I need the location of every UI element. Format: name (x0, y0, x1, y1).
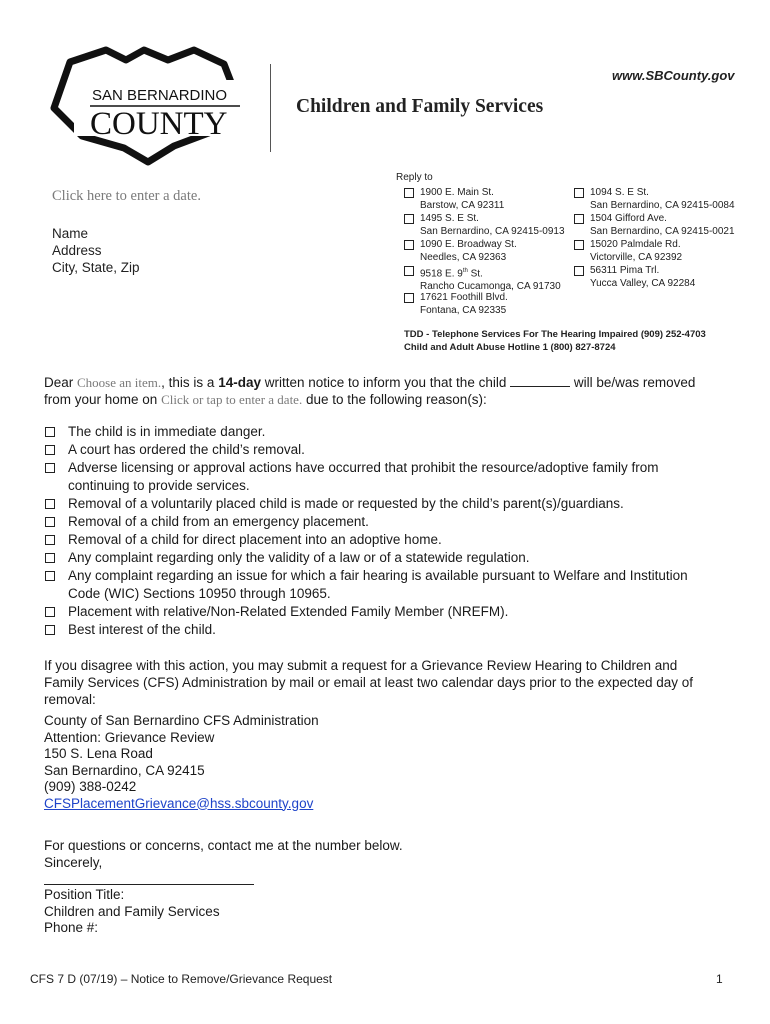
signature-line[interactable] (44, 884, 254, 885)
reason-checkbox[interactable] (45, 625, 55, 635)
checkbox[interactable] (404, 293, 414, 303)
reason-item[interactable] (44, 621, 744, 639)
logo-line1: SAN BERNARDINO (92, 87, 228, 104)
grievance-paragraph: If you disagree with this action, you may submit a request for a Grievance Review Hearing to Children and Family Services (CFS) Administration by mail or email at least two calendar days prior to the expected day of removal: (44, 658, 694, 707)
abuse-hotline-line: Child and Adult Abuse Hotline 1 (800) 827-8724 (404, 341, 616, 353)
position-title: Position Title: (44, 887, 125, 902)
reason-text: Any complaint regarding only the validity of a law or of a statewide regulation. (68, 550, 530, 565)
date-picker-field[interactable]: Click here to enter a date. (52, 188, 201, 204)
recipient-address: Address (52, 243, 102, 258)
closing: For questions or concerns, contact me at the number below. Sincerely, (44, 838, 403, 870)
reason-item[interactable] (44, 549, 744, 567)
reason-text: Removal of a child for direct placement into an adoptive home. (68, 532, 442, 547)
salutation-line-1: Dear Choose an item., this is a 14-day written notice to inform you that the child will be/was removed (44, 375, 696, 390)
checkbox[interactable] (574, 214, 584, 224)
county-logo (44, 46, 250, 166)
reason-text: Removal of a voluntarily placed child is made or requested by the child’s parent(s)/guardians. (68, 496, 624, 511)
reason-item[interactable] (44, 495, 744, 513)
hotline-info (404, 329, 706, 354)
website-url[interactable]: www.SBCounty.gov (612, 68, 735, 83)
reply-to-label: Reply to (396, 172, 433, 183)
reasons-list (44, 423, 744, 639)
reason-text: A court has ordered the child’s removal. (68, 442, 305, 457)
salutation-line-2: from your home on Click or tap to enter a date. due to the following reason(s): (44, 392, 487, 407)
logo-line2: COUNTY (90, 106, 228, 142)
signer-department: Children and Family Services (44, 903, 220, 919)
recipient-city-state-zip: City, State, Zip (52, 260, 140, 275)
admin-org: County of San Bernardino CFS Administration (44, 713, 319, 728)
child-name-blank[interactable] (510, 374, 570, 387)
reason-text: Placement with relative/Non-Related Extended Family Member (NREFM). (68, 604, 509, 619)
grievance-email-link[interactable]: CFSPlacementGrievance@hss.sbcounty.gov (44, 795, 314, 811)
reason-item[interactable] (44, 513, 744, 531)
reason-text: The child is in immediate danger. (68, 424, 266, 439)
reason-checkbox[interactable] (45, 607, 55, 617)
recipient-name: Name (52, 226, 89, 241)
signer-block (44, 887, 220, 937)
reason-item[interactable] (44, 441, 744, 459)
checkbox[interactable] (574, 240, 584, 250)
admin-city: San Bernardino, CA 92415 (44, 762, 205, 778)
reason-text: continuing to provide services. (68, 478, 250, 493)
admin-phone: (909) 388-0242 (44, 779, 137, 794)
reason-item[interactable] (44, 567, 744, 603)
reason-checkbox[interactable] (45, 445, 55, 455)
removal-date-field[interactable]: Click or tap to enter a date. (161, 392, 303, 407)
reason-checkbox[interactable] (45, 571, 55, 581)
reason-text: Best interest of the child. (68, 622, 216, 637)
choose-item-dropdown[interactable]: Choose an item. (77, 375, 162, 390)
reason-checkbox[interactable] (45, 463, 55, 473)
checkbox[interactable] (574, 266, 584, 276)
form-footer: CFS 7 D (07/19) – Notice to Remove/Grievance Request (30, 972, 333, 986)
reason-item[interactable] (44, 423, 744, 441)
checkbox[interactable] (404, 240, 414, 250)
reason-item[interactable] (44, 459, 744, 495)
checkbox[interactable] (404, 266, 414, 276)
reason-text: Code (WIC) Sections 10950 through 10965. (68, 586, 331, 601)
reason-checkbox[interactable] (45, 427, 55, 437)
reason-item[interactable] (44, 531, 744, 549)
tdd-line: TDD - Telephone Services For The Hearing Impaired (909) 252-4703 (404, 329, 706, 340)
notice-days: 14-day (218, 375, 261, 390)
department-title: Children and Family Services (296, 96, 544, 117)
reason-text: Adverse licensing or approval actions have occurred that prohibit the resource/adoptive family from (68, 460, 659, 475)
signer-phone: Phone #: (44, 920, 99, 935)
reason-text: Any complaint regarding an issue for which a fair hearing is available pursuant to Welfare and Institution (68, 568, 688, 583)
reason-checkbox[interactable] (45, 553, 55, 563)
checkbox[interactable] (404, 214, 414, 224)
reason-checkbox[interactable] (45, 517, 55, 527)
reason-text: Removal of a child from an emergency placement. (68, 514, 369, 529)
attention-line: Attention: Grievance Review (44, 729, 215, 745)
checkbox[interactable] (404, 188, 414, 198)
reason-checkbox[interactable] (45, 499, 55, 509)
admin-street: 150 S. Lena Road (44, 746, 153, 761)
checkbox[interactable] (574, 188, 584, 198)
mailing-address (44, 713, 319, 812)
reason-checkbox[interactable] (45, 535, 55, 545)
reason-item[interactable] (44, 603, 744, 621)
page-number: 1 (716, 972, 723, 986)
header-divider (270, 64, 271, 152)
